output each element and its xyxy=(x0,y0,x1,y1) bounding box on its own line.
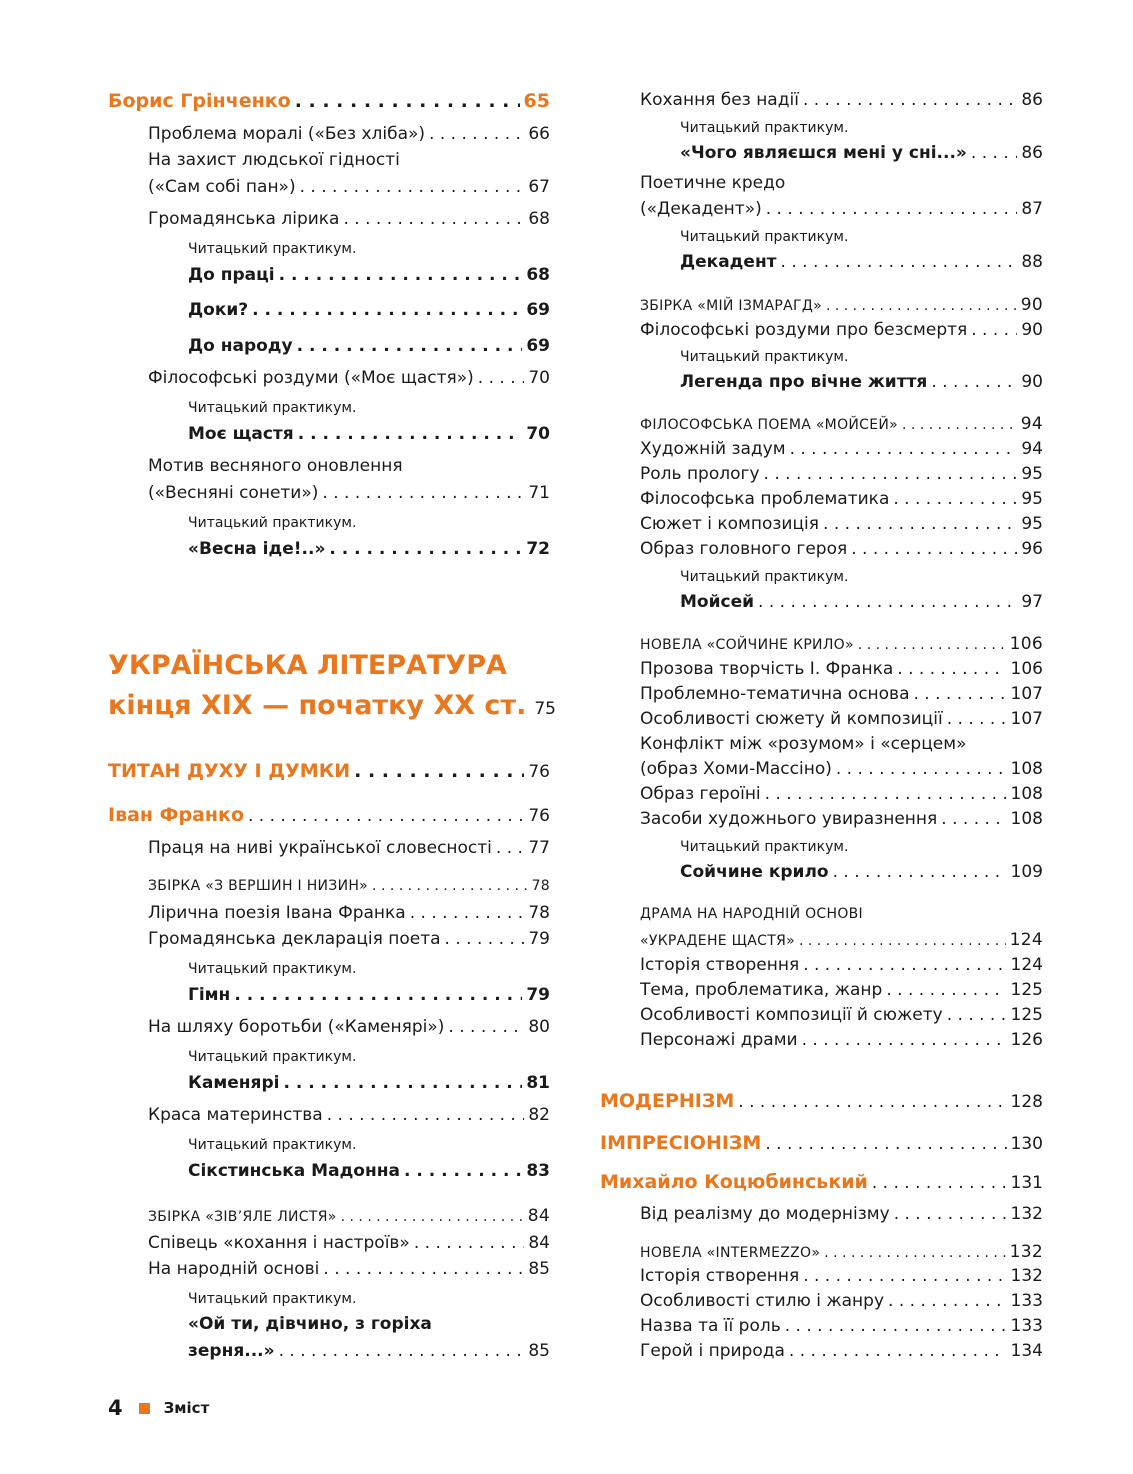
toc-entry[interactable]: Особливості сюжету й композиції . . . 107 xyxy=(640,709,1043,729)
toc-entry[interactable]: («Весняні сонети») . . . 71 xyxy=(148,483,550,503)
toc-entry[interactable]: Герой і природа . . . 134 xyxy=(640,1341,1043,1361)
toc-entry[interactable]: Особливості композиції й сюжету . . . 125 xyxy=(640,1005,1043,1025)
toc-entry[interactable]: Прозова творчість І. Франка . . . 106 xyxy=(640,659,1043,679)
toc-entry[interactable]: Філософські роздуми про безсмертя . . . 90 xyxy=(640,320,1043,340)
toc-entry[interactable]: Історія створення . . . 124 xyxy=(640,955,1043,975)
toc-entry[interactable]: На народній основі . . . 85 xyxy=(148,1259,550,1279)
practicum-label: Читацький практикум. xyxy=(680,569,849,585)
toc-entry-modernism[interactable]: МОДЕРНІЗМ . . . 128 xyxy=(600,1090,1043,1112)
practicum-label: Читацький практикум. xyxy=(188,961,357,977)
part-title: УКРАЇНСЬКА ЛІТЕРАТУРА xyxy=(108,650,507,681)
toc-entry[interactable]: Образ героїні . . . 108 xyxy=(640,784,1043,804)
toc-entry[interactable]: До праці . . . 68 xyxy=(188,265,550,285)
collection-heading-line: ДРАМА НА НАРОДНІЙ ОСНОВІ xyxy=(640,906,863,922)
toc-entry[interactable]: Історія створення . . . 132 xyxy=(640,1266,1043,1286)
toc-entry[interactable]: Філософські роздуми («Моє щастя») . . . 70 xyxy=(148,368,550,388)
toc-entry[interactable]: Доки? . . . 69 xyxy=(188,300,550,320)
practicum-label: Читацький практикум. xyxy=(188,515,357,531)
toc-entry[interactable]: Сюжет і композиція . . . 95 xyxy=(640,514,1043,534)
toc-entry[interactable]: Від реалізму до модернізму . . . 132 xyxy=(640,1204,1043,1224)
collection-heading[interactable]: ЗБІРКА «ЗІВ’ЯЛЕ ЛИСТЯ» . . . 84 xyxy=(148,1206,550,1226)
toc-entry[interactable]: Громадянська декларація поета . . . 79 xyxy=(148,929,550,949)
toc-entry-grinchenko[interactable]: Борис Грінченко . . . 65 xyxy=(108,90,550,112)
collection-heading[interactable]: НОВЕЛА «СОЙЧИНЕ КРИЛО» . . . 106 xyxy=(640,634,1043,654)
practicum-label: Читацький практикум. xyxy=(680,120,849,136)
toc-entry-franko[interactable]: Іван Франко . . . 76 xyxy=(108,804,550,826)
toc-entry[interactable]: Каменярі . . . 81 xyxy=(188,1073,550,1093)
practicum-label: Читацький практикум. xyxy=(188,1291,357,1307)
toc-entry[interactable]: Роль прологу . . . 95 xyxy=(640,464,1043,484)
toc-entry-kotsiubynsky[interactable]: Михайло Коцюбинський . . . 131 xyxy=(600,1171,1043,1193)
part-title-entry[interactable]: кінця ХІХ — початку ХХ ст. 75 xyxy=(108,690,556,721)
practicum-label: Читацький практикум. xyxy=(680,839,849,855)
toc-entry[interactable]: («Сам собі пан») . . . 67 xyxy=(148,177,550,197)
toc-entry[interactable]: («Декадент») . . . 87 xyxy=(640,199,1043,219)
page-footer xyxy=(108,1396,209,1420)
toc-entry[interactable]: Проблемно-тематична основа . . . 107 xyxy=(640,684,1043,704)
toc-entry[interactable]: До народу . . . 69 xyxy=(188,336,550,356)
toc-entry[interactable]: Лірична поезія Івана Франка . . . 78 xyxy=(148,903,550,923)
toc-entry[interactable]: Моє щастя . . . 70 xyxy=(188,424,550,444)
toc-entry[interactable]: Легенда про вічне життя . . . 90 xyxy=(680,372,1043,392)
toc-entry[interactable]: Сікстинська Мадонна . . . 83 xyxy=(188,1161,550,1181)
toc-entry[interactable]: Гімн . . . 79 xyxy=(188,985,550,1005)
toc-entry-line: Мотив весняного оновлення xyxy=(148,456,403,476)
toc-entry[interactable]: Сойчине крило . . . 109 xyxy=(680,862,1043,882)
toc-entry[interactable]: Громадянська лірика . . . 68 xyxy=(148,209,550,229)
toc-entry[interactable]: Співець «кохання і настроїв» . . . 84 xyxy=(148,1233,550,1253)
toc-entry[interactable]: Назва та її роль . . . 133 xyxy=(640,1316,1043,1336)
practicum-label: Читацький практикум. xyxy=(188,1049,357,1065)
page-number: 4 xyxy=(108,1396,123,1420)
collection-heading[interactable]: ФІЛОСОФСЬКА ПОЕМА «МОЙСЕЙ» . . . 94 xyxy=(640,414,1043,434)
footer-label: Зміст xyxy=(163,1399,210,1417)
toc-entry[interactable]: Образ головного героя . . . 96 xyxy=(640,539,1043,559)
practicum-label: Читацький практикум. xyxy=(188,400,357,416)
toc-entry[interactable]: Художній задум . . . 94 xyxy=(640,439,1043,459)
toc-entry-line: «Ой ти, дівчино, з горіха xyxy=(188,1314,432,1334)
toc-entry-line: Поетичне кредо xyxy=(640,173,786,193)
toc-entry[interactable]: Кохання без надії . . . 86 xyxy=(640,90,1043,110)
practicum-label: Читацький практикум. xyxy=(188,1137,357,1153)
square-bullet-icon xyxy=(139,1403,150,1414)
toc-entry[interactable]: Проблема моралі («Без хліба») . . . 66 xyxy=(148,124,550,144)
toc-entry[interactable]: Особливості стилю і жанру . . . 133 xyxy=(640,1291,1043,1311)
toc-entry-line: На захист людської гідності xyxy=(148,150,400,170)
toc-entry[interactable]: Краса материнства . . . 82 xyxy=(148,1105,550,1125)
toc-entry[interactable]: На шляху боротьби («Каменярі») . . . 80 xyxy=(148,1017,550,1037)
toc-entry[interactable]: Персонажі драми . . . 126 xyxy=(640,1030,1043,1050)
toc-entry[interactable]: Праця на ниві української словесності . . . 77 xyxy=(148,838,550,858)
toc-entry-titan[interactable]: ТИТАН ДУХУ І ДУМКИ . . . 76 xyxy=(108,760,550,782)
toc-entry-impressionism[interactable]: ІМПРЕСІОНІЗМ . . . 130 xyxy=(600,1132,1043,1154)
toc-entry[interactable]: «Чого являєшся мені у сні...» . . . 86 xyxy=(680,143,1043,163)
toc-entry[interactable]: Засоби художнього увиразнення . . . 108 xyxy=(640,809,1043,829)
practicum-label: Читацький практикум. xyxy=(680,229,849,245)
toc-entry[interactable]: Філософська проблематика . . . 95 xyxy=(640,489,1043,509)
practicum-label: Читацький практикум. xyxy=(680,349,849,365)
toc-entry[interactable]: Тема, проблематика, жанр . . . 125 xyxy=(640,980,1043,1000)
practicum-label: Читацький практикум. xyxy=(188,241,357,257)
toc-entry[interactable]: зерня...» . . . 85 xyxy=(188,1341,550,1361)
collection-heading[interactable]: НОВЕЛА «INTERMEZZO» . . . 132 xyxy=(640,1242,1043,1262)
toc-entry[interactable]: «Весна іде!..» . . . 72 xyxy=(188,539,550,559)
toc-entry[interactable]: Мойсей . . . 97 xyxy=(680,592,1043,612)
toc-entry-line: Конфлікт між «розумом» і «серцем» xyxy=(640,734,967,754)
collection-heading[interactable]: ЗБІРКА «МІЙ ІЗМАРАГД» . . . 90 xyxy=(640,295,1043,315)
toc-entry[interactable]: (образ Хоми-Массіно) . . . 108 xyxy=(640,759,1043,779)
collection-heading[interactable]: «УКРАДЕНЕ ЩАСТЯ» . . . 124 xyxy=(640,930,1043,950)
collection-heading[interactable]: ЗБІРКА «З ВЕРШИН І НИЗИН» . . . 78 xyxy=(148,878,550,894)
toc-entry[interactable]: Декадент . . . 88 xyxy=(680,252,1043,272)
